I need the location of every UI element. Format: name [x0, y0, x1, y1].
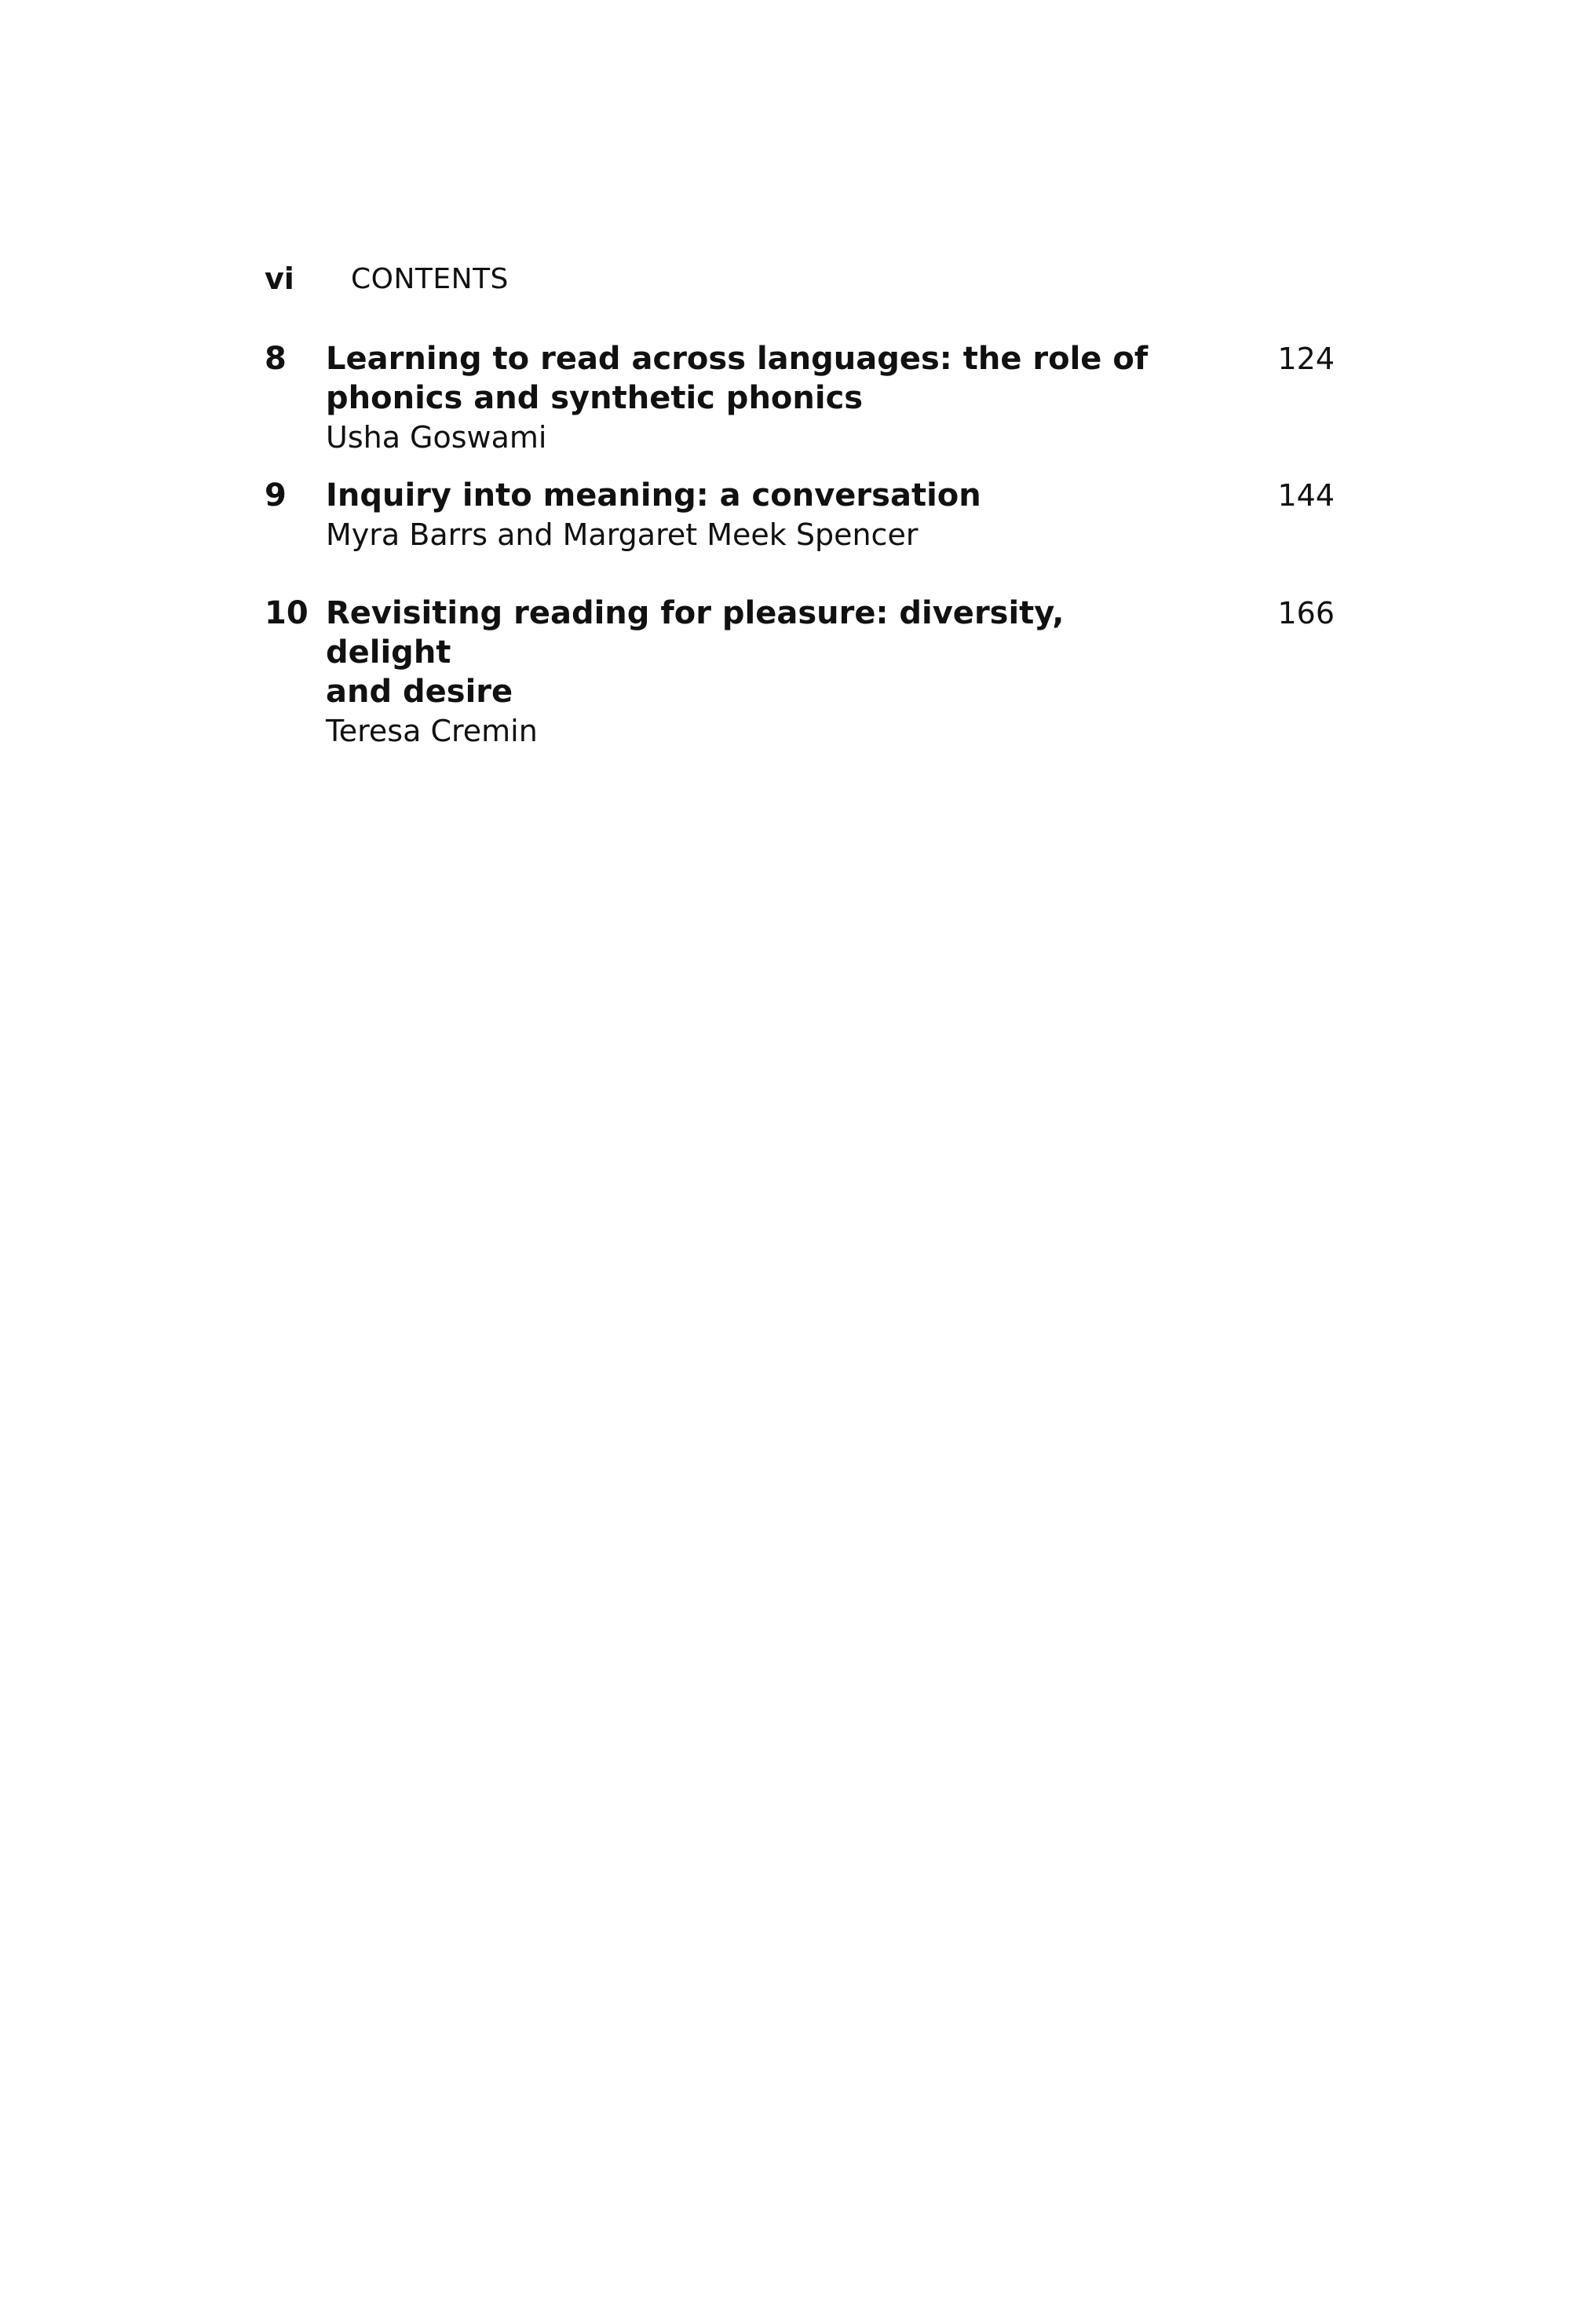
chapter-number: 9: [265, 477, 287, 514]
entry-body: [326, 476, 1150, 554]
chapter-author: Teresa Cremin: [326, 714, 538, 748]
chapter-title-line: and desire: [326, 674, 513, 710]
chapter-page-number: 166: [1277, 596, 1335, 630]
entry-body: [326, 594, 1150, 751]
chapter-page-number: 124: [1277, 342, 1335, 376]
entry-body: [326, 339, 1150, 457]
chapter-page-number: 144: [1277, 478, 1335, 513]
chapter-title-line: Inquiry into meaning: a conversation: [326, 477, 981, 514]
page-header: [265, 259, 509, 298]
page-number: vi: [265, 261, 294, 296]
chapter-title-line: Revisiting reading for pleasure: diversity, delight: [326, 595, 1065, 671]
chapter-number: 10: [265, 595, 309, 631]
running-head: CONTENTS: [351, 262, 509, 295]
chapter-title-line: Learning to read across languages: the role of: [326, 341, 1149, 377]
chapter-author: Myra Barrs and Margaret Meek Spencer: [326, 517, 919, 552]
chapter-author: Usha Goswami: [326, 420, 547, 455]
chapter-title-line: phonics and synthetic phonics: [326, 380, 864, 416]
chapter-number: 8: [265, 341, 287, 377]
